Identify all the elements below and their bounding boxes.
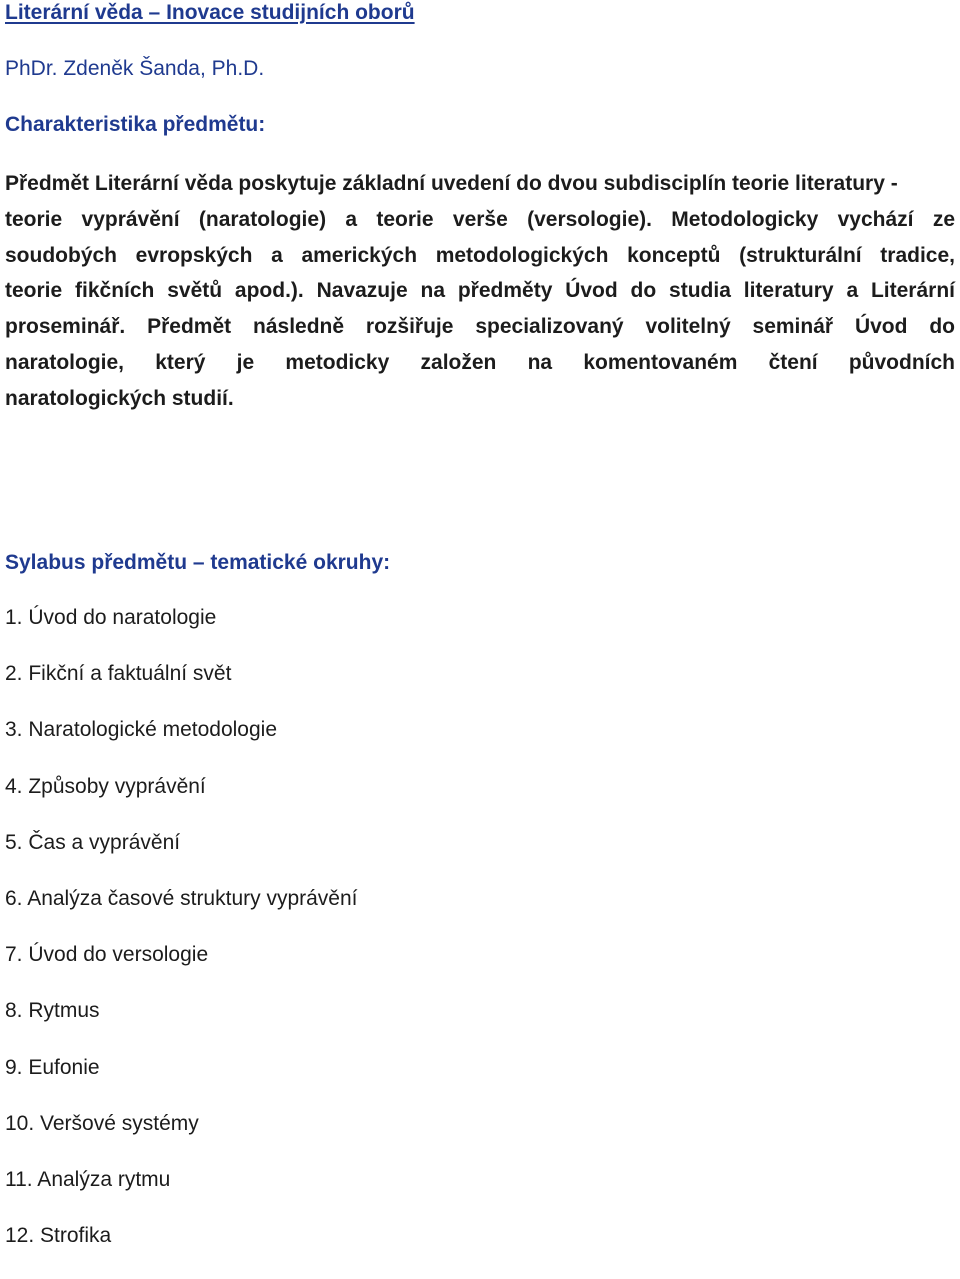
syllabus-item: 3. Naratologické metodologie: [5, 718, 277, 742]
paragraph-line: proseminář. Předmět následně rozšiřuje specializovaný volitelný seminář Úvod do: [5, 315, 955, 339]
syllabus-heading: Sylabus předmětu – tematické okruhy:: [5, 551, 391, 574]
characteristics-heading: Charakteristika předmětu:: [5, 113, 266, 136]
paragraph-line: soudobých evropských a amerických metodologických konceptů (strukturální tradice,: [5, 243, 955, 267]
syllabus-item: 6. Analýza časové struktury vyprávění: [5, 886, 358, 910]
syllabus-item: 11. Analýza rytmu: [5, 1167, 171, 1191]
author-name: PhDr. Zdeněk Šanda, Ph.D.: [5, 57, 265, 80]
paragraph-line: naratologie, který je metodicky založen na komentovaném čtení původních: [5, 350, 955, 374]
syllabus-item: 7. Úvod do versologie: [5, 943, 209, 967]
characteristics-paragraph: [5, 166, 955, 417]
syllabus-item: 9. Eufonie: [5, 1055, 100, 1079]
document-title: Literární věda – Inovace studijních oborů: [5, 1, 415, 24]
paragraph-line: naratologických studií.: [5, 386, 234, 410]
paragraph-line: teorie fikčních světů apod.). Navazuje na předměty Úvod do studia literatury a Literární: [5, 279, 955, 303]
paragraph-line: teorie vyprávění (naratologie) a teorie verše (versologie). Metodologicky vychází ze: [5, 207, 955, 231]
syllabus-item: 8. Rytmus: [5, 999, 100, 1023]
syllabus-item: 10. Veršové systémy: [5, 1111, 199, 1135]
syllabus-item: 5. Čas a vyprávění: [5, 830, 181, 854]
syllabus-item: 4. Způsoby vyprávění: [5, 774, 206, 798]
syllabus-item: 2. Fikční a faktuální svět: [5, 662, 232, 686]
syllabus-list: [5, 605, 358, 1279]
syllabus-item: 12. Strofika: [5, 1224, 112, 1248]
syllabus-item: 1. Úvod do naratologie: [5, 606, 217, 629]
paragraph-line: Předmět Literární věda poskytuje základní uvedení do dvou subdisciplín teorie literatury -: [5, 172, 898, 195]
